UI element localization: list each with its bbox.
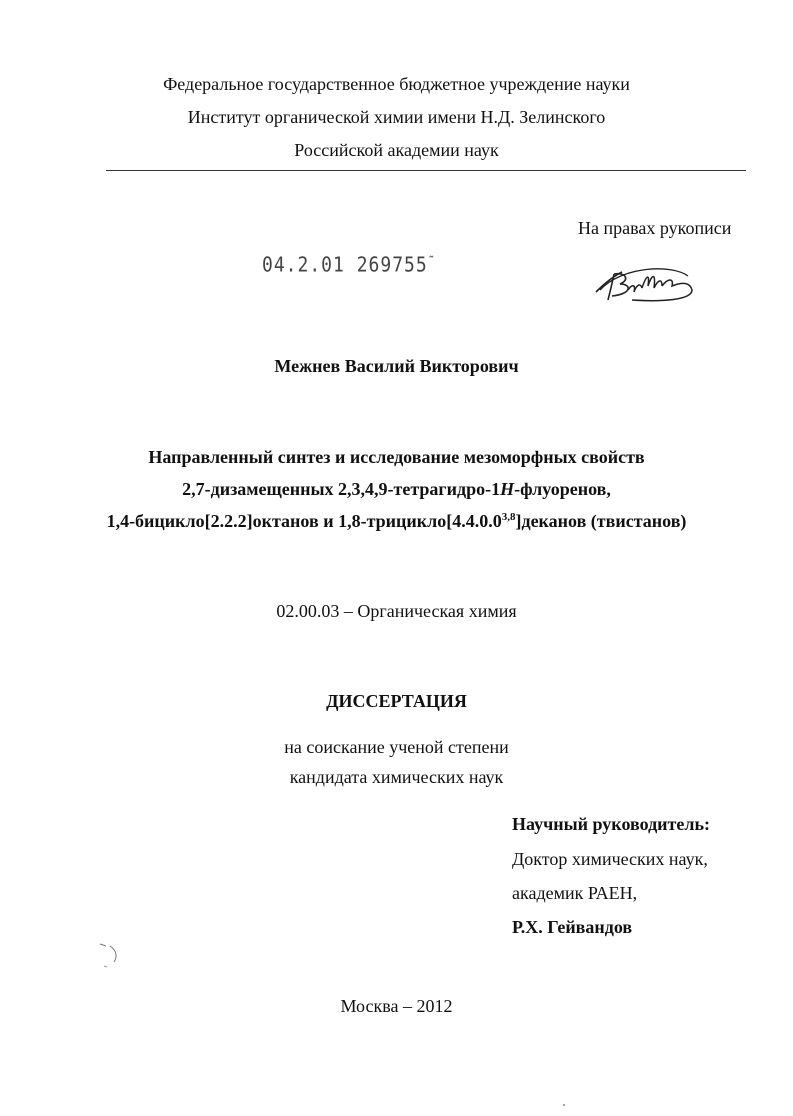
title-line-2 — [0, 478, 793, 500]
header-line-institute: Институт органической химии имени Н.Д. Зелинского — [187, 107, 606, 127]
title-line-3-superscript: 3,8 — [501, 511, 516, 523]
archive-stamp — [262, 254, 436, 278]
header-line-academy: Российской академии наук — [294, 140, 499, 160]
title-line-3 — [0, 510, 793, 532]
stamp-tick: ˜ — [427, 253, 436, 270]
degree-line-2: кандидата химических наук — [289, 767, 504, 787]
header-line-federal: Федеральное государственное бюджетное учреждение науки — [163, 74, 630, 94]
title-line-1: Направленный синтез и исследование мезоморфных свойств — [148, 447, 645, 467]
city-year-footer: Москва – 2012 — [340, 996, 453, 1016]
margin-pencil-mark — [98, 940, 122, 970]
supervisor-heading: Научный руководитель: — [512, 814, 710, 834]
supervisor-name: Р.Х. Гейвандов — [512, 917, 633, 937]
specialty-code: 02.00.03 – Органическая химия — [276, 601, 517, 621]
archive-stamp-number: 04.2.01 269755 — [262, 253, 428, 278]
manuscript-note: На правах рукописи — [578, 218, 732, 238]
degree-line-1: на соискание ученой степени — [284, 737, 509, 757]
title-line-2-prefix: 2,7-дизамещенных 2,3,4,9-тетрагидро-1 — [182, 479, 501, 499]
title-line-3-prefix: 1,4-бицикло[2.2.2]октанов и 1,8-трицикло[4.4.0.0 — [106, 511, 502, 531]
title-line-2-suffix: -флуоренов, — [514, 479, 611, 499]
author-name: Межнев Василий Викторович — [274, 356, 519, 376]
supervisor-degree: Доктор химических наук, — [512, 849, 708, 869]
signature-image — [592, 262, 702, 312]
supervisor-rank: академик РАЕН, — [512, 883, 638, 903]
scan-speck — [563, 1104, 565, 1106]
title-line-2-italic: H — [500, 479, 515, 499]
title-line-3-suffix: ]деканов (твистанов) — [515, 511, 687, 531]
document-type: ДИССЕРТАЦИЯ — [326, 691, 467, 711]
header-divider — [106, 170, 746, 171]
